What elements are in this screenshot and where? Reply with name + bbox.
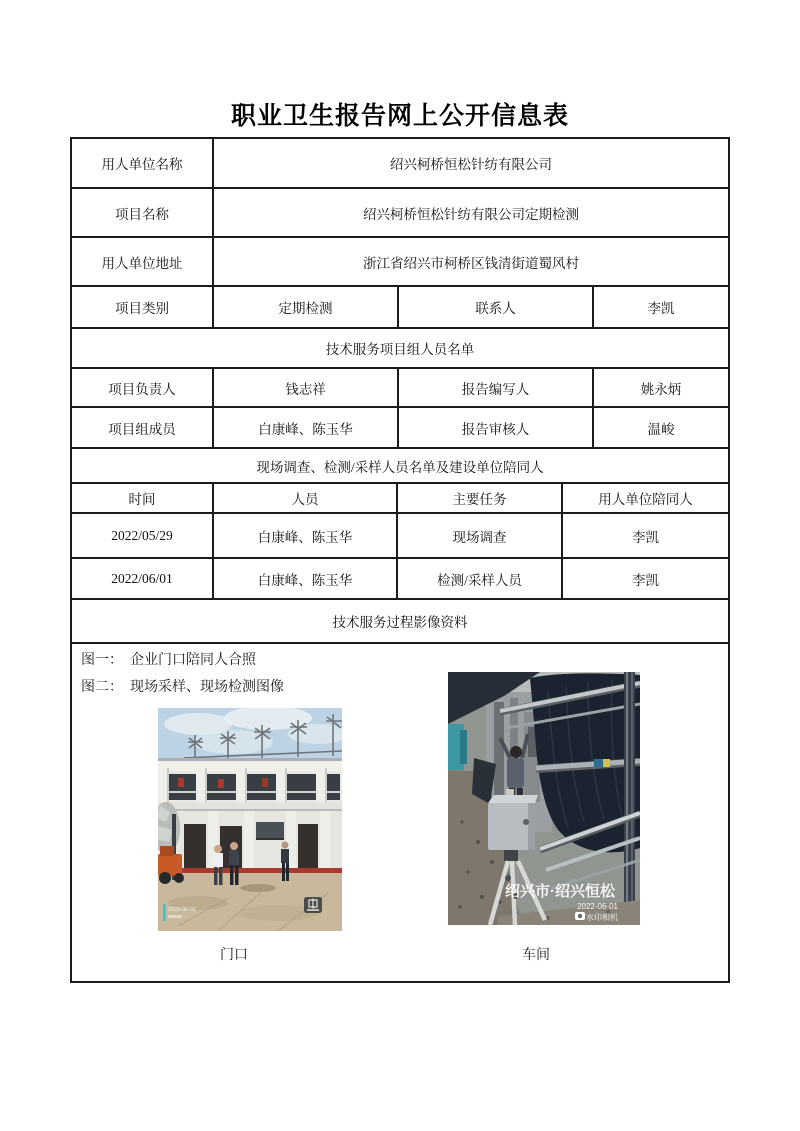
members-value: 白康峰、陈玉华 (214, 408, 399, 447)
workshop-watermark-app: 水印相机 (586, 913, 618, 922)
schedule-time-header: 时间 (72, 484, 214, 512)
schedule-1-escort: 李凯 (632, 529, 659, 545)
row-unit-address (72, 238, 728, 287)
schedule-2-task: 检测/采样人员 (398, 559, 563, 598)
media-header: 技术服务过程影像资料 (332, 615, 468, 630)
schedule-2-escort: 李凯 (632, 572, 659, 588)
row-unit-name (72, 139, 728, 189)
page-title: 职业卫生报告网上公开信息表 (230, 103, 569, 130)
entrance-watermark-date: 2022-06-01 (168, 907, 197, 913)
members-label: 项目组成员 (72, 408, 214, 447)
row-project-type (72, 287, 728, 329)
info-table (70, 137, 730, 983)
workshop-photo (448, 672, 640, 925)
workshop-photo-caption: 车间 (522, 948, 550, 963)
figure1-label: 图一： 企业门口陪同人合照 (81, 653, 256, 668)
report-writer-value: 姚永炳 (640, 381, 682, 397)
leader-label: 项目负责人 (72, 369, 214, 406)
unit-address-value: 浙江省绍兴市柯桥区钱清街道蜀风村 (363, 255, 579, 271)
team-header: 技术服务项目组人员名单 (325, 342, 475, 357)
schedule-2-time: 2022/06/01 (72, 559, 214, 598)
watermark-bar (163, 904, 166, 921)
row-project-name (72, 189, 728, 238)
schedule-2-personnel: 白康峰、陈玉华 (214, 559, 398, 598)
row-figures (72, 644, 728, 981)
entrance-photo-caption: 门口 (220, 948, 248, 963)
row-media-header (72, 600, 728, 644)
workshop-watermark-location: 绍兴市·绍兴恒松 (505, 883, 615, 900)
schedule-1-personnel: 白康峰、陈玉华 (214, 514, 398, 557)
schedule-personnel-header: 人员 (214, 484, 398, 512)
project-type-value: 定期检测 (214, 287, 399, 327)
project-type-label: 项目类别 (72, 287, 214, 327)
schedule-row-1 (72, 514, 728, 559)
schedule-task-header: 主要任务 (398, 484, 563, 512)
schedule-row-2 (72, 559, 728, 600)
project-name-value: 绍兴柯桥恒松针纺有限公司定期检测 (363, 206, 579, 222)
site-header: 现场调查、检测/采样人员名单及建设单位陪同人 (256, 459, 544, 475)
contact-value: 李凯 (647, 301, 675, 316)
schedule-1-task: 现场调查 (398, 514, 563, 557)
contact-label: 联系人 (399, 287, 594, 327)
row-site-header (72, 449, 728, 484)
row-members (72, 408, 728, 449)
figures-cell (72, 644, 728, 981)
unit-name-label: 用人单位名称 (72, 139, 214, 187)
red-curb (158, 868, 342, 873)
schedule-1-time: 2022/05/29 (72, 514, 214, 557)
workshop-watermark-date: 2022-06-01 (577, 902, 618, 911)
report-reviewer-value: 温峻 (647, 421, 675, 437)
row-leader (72, 369, 728, 408)
photo-app-logo-icon (304, 897, 322, 913)
report-reviewer-label: 报告审核人 (399, 408, 594, 447)
row-schedule-header (72, 484, 728, 514)
watermark-camera-icon (575, 912, 585, 920)
report-writer-label: 报告编写人 (399, 369, 594, 406)
entrance-photo (158, 708, 342, 931)
project-name-label: 项目名称 (72, 189, 214, 236)
unit-address-label: 用人单位地址 (72, 238, 214, 285)
row-team-header (72, 329, 728, 369)
figure2-label: 图二： 现场采样、现场检测图像 (81, 680, 284, 695)
schedule-escort-header: 用人单位陪同人 (598, 492, 693, 507)
unit-name-value: 绍兴柯桥恒松针纺有限公司 (390, 157, 552, 172)
leader-value: 钱志祥 (214, 369, 399, 406)
